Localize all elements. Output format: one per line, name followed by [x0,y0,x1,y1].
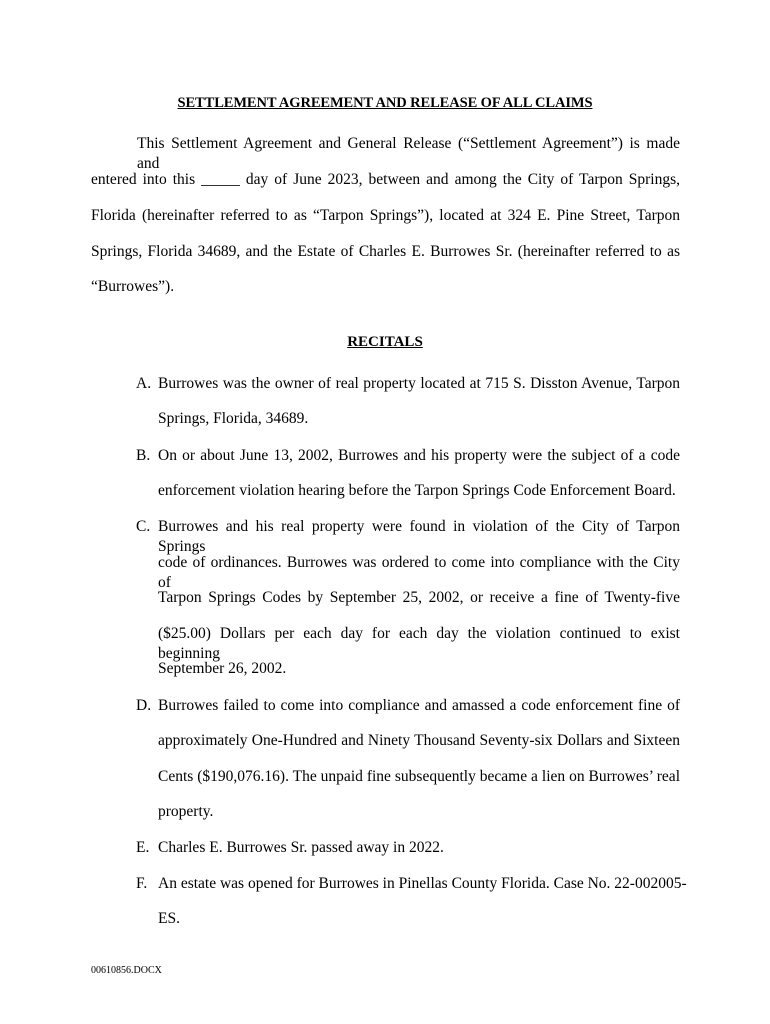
recital-d-line-2: approximately One-Hundred and Ninety Thousand Seventy-six Dollars and Sixteen [158,732,680,749]
recital-letter-d: D. [136,697,152,714]
recital-c-line-3: Tarpon Springs Codes by September 25, 2002, or receive a fine of Twenty-five [158,589,680,606]
recital-c-line-4: ($25.00) Dollars per each day for each day the violation continued to exist beginning [158,625,680,662]
recital-e-line-1: Charles E. Burrowes Sr. passed away in 2022. [158,839,444,856]
recital-a-line-1: Burrowes was the owner of real property located at 715 S. Disston Avenue, Tarpon [158,375,680,392]
recital-letter-f: F. [136,875,148,892]
recital-d-line-4: property. [158,803,214,820]
intro-line-1: This Settlement Agreement and General Release (“Settlement Agreement”) is made and [137,135,680,172]
recital-c-line-5: September 26, 2002. [158,660,287,677]
recital-f-line-1: An estate was opened for Burrowes in Pinellas County Florida. Case No. 22-002005- [158,875,687,892]
recitals-heading: RECITALS [347,334,423,350]
recital-c-line-1: Burrowes and his real property were found in violation of the City of Tarpon Springs [158,518,680,555]
recital-b-line-2: enforcement violation hearing before the Tarpon Springs Code Enforcement Board. [158,482,676,499]
recital-d-line-3: Cents ($190,076.16). The unpaid fine subsequently became a lien on Burrowes’ real [158,768,680,785]
recital-letter-a: A. [136,375,152,392]
intro-line-4: Springs, Florida 34689, and the Estate of Charles E. Burrowes Sr. (hereinafter referred to as [91,243,680,260]
intro-line-5: “Burrowes”). [91,278,175,295]
recital-c-line-2: code of ordinances. Burrowes was ordered to come into compliance with the City of [158,554,680,591]
recital-letter-c: C. [136,518,151,535]
document-footer-code: 00610856.DOCX [91,965,162,976]
recital-f-line-2: ES. [158,910,180,927]
recital-letter-b: B. [136,447,151,464]
recital-letter-e: E. [136,839,150,856]
intro-line-2: entered into this _____ day of June 2023, between and among the City of Tarpon Springs, [91,171,680,188]
document-title: SETTLEMENT AGREEMENT AND RELEASE OF ALL CLAIMS [177,95,593,111]
recital-a-line-2: Springs, Florida, 34689. [158,410,309,427]
recital-b-line-1: On or about June 13, 2002, Burrowes and his property were the subject of a code [158,447,680,464]
recital-d-line-1: Burrowes failed to come into compliance and amassed a code enforcement fine of [158,697,680,714]
intro-line-3: Florida (hereinafter referred to as “Tarpon Springs”), located at 324 E. Pine Street, Tarpon [91,207,680,224]
